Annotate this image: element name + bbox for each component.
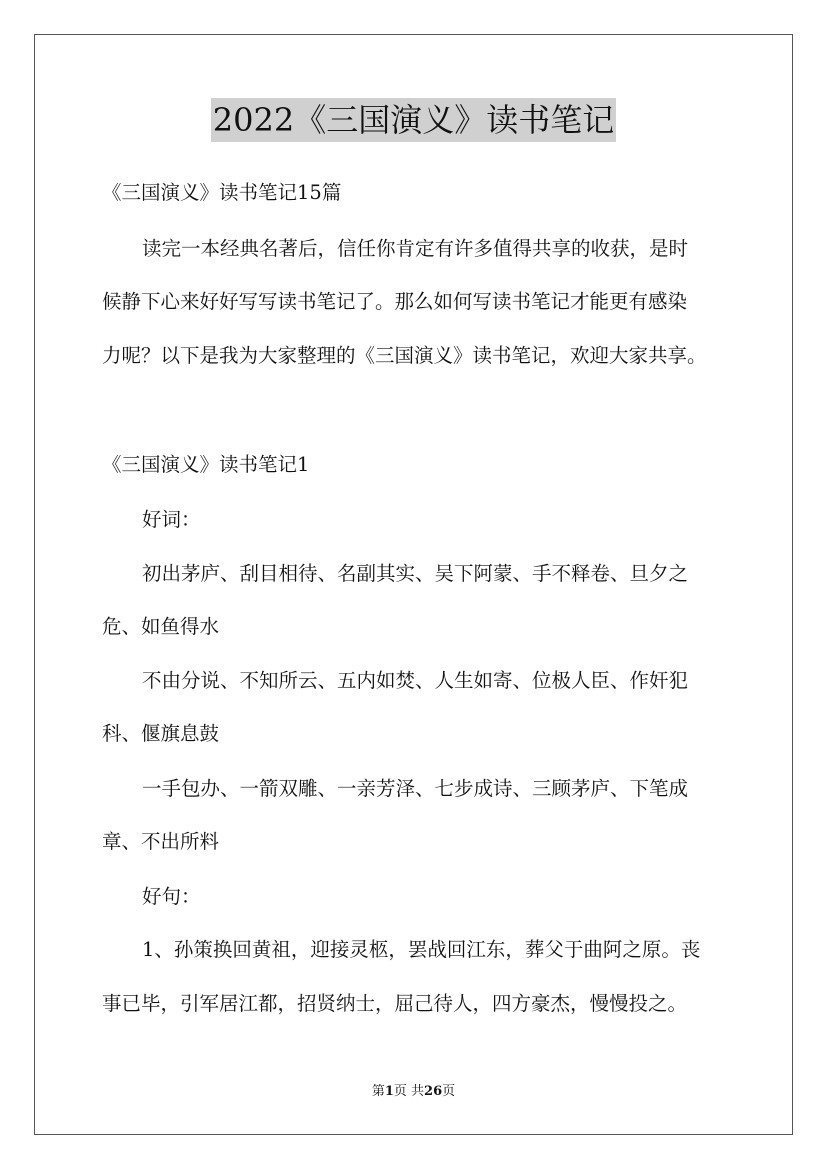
good-words-line: 初出茅庐、刮目相待、名副其实、吴下阿蒙、手不释卷、旦夕之 (142, 562, 689, 585)
good-words-line: 一手包办、一箭双雕、一亲芳泽、七步成诗、三顾茅庐、下笔成 (142, 777, 689, 800)
good-sentences-label: 好句： (142, 885, 201, 908)
footer-page-prefix: 第 (371, 1084, 385, 1099)
intro-line-1: 读完一本经典名著后，信任你肯定有许多值得共享的收获，是时 (142, 237, 689, 260)
document-subtitle: 《三国演义》读书笔记15篇 (102, 181, 342, 204)
footer-page-current: 1 (384, 1084, 394, 1099)
footer-page-suffix: 页 (442, 1084, 456, 1099)
good-words-line: 不由分说、不知所云、五内如焚、人生如寄、位极人臣、作奸犯 (142, 669, 689, 692)
good-words-line: 科、偃旗息鼓 (102, 722, 220, 745)
section-heading: 《三国演义》读书笔记1 (102, 453, 310, 476)
footer-page-total: 26 (424, 1084, 443, 1099)
good-sentence-line: 1、孙策换回黄祖，迎接灵柩，罢战回江东，葬父于曲阿之原。丧 (142, 938, 701, 961)
document-title: 2022《三国演义》读书笔记 (211, 98, 616, 142)
good-words-line: 章、不出所料 (102, 830, 220, 853)
intro-line-3: 力呢？以下是我为大家整理的《三国演义》读书笔记，欢迎大家共享。 (102, 344, 707, 367)
document-title-wrap (0, 98, 827, 142)
page-footer (0, 1083, 827, 1101)
footer-page-mid: 页 共 (393, 1084, 425, 1099)
intro-line-2: 候静下心来好好写写读书笔记了。那么如何写读书笔记才能更有感染 (102, 290, 688, 313)
good-sentence-line: 事已毕，引军居江都，招贤纳士，屈己待人，四方豪杰，慢慢投之。 (102, 992, 688, 1015)
good-words-label: 好词： (142, 508, 201, 531)
good-words-line: 危、如鱼得水 (102, 615, 220, 638)
